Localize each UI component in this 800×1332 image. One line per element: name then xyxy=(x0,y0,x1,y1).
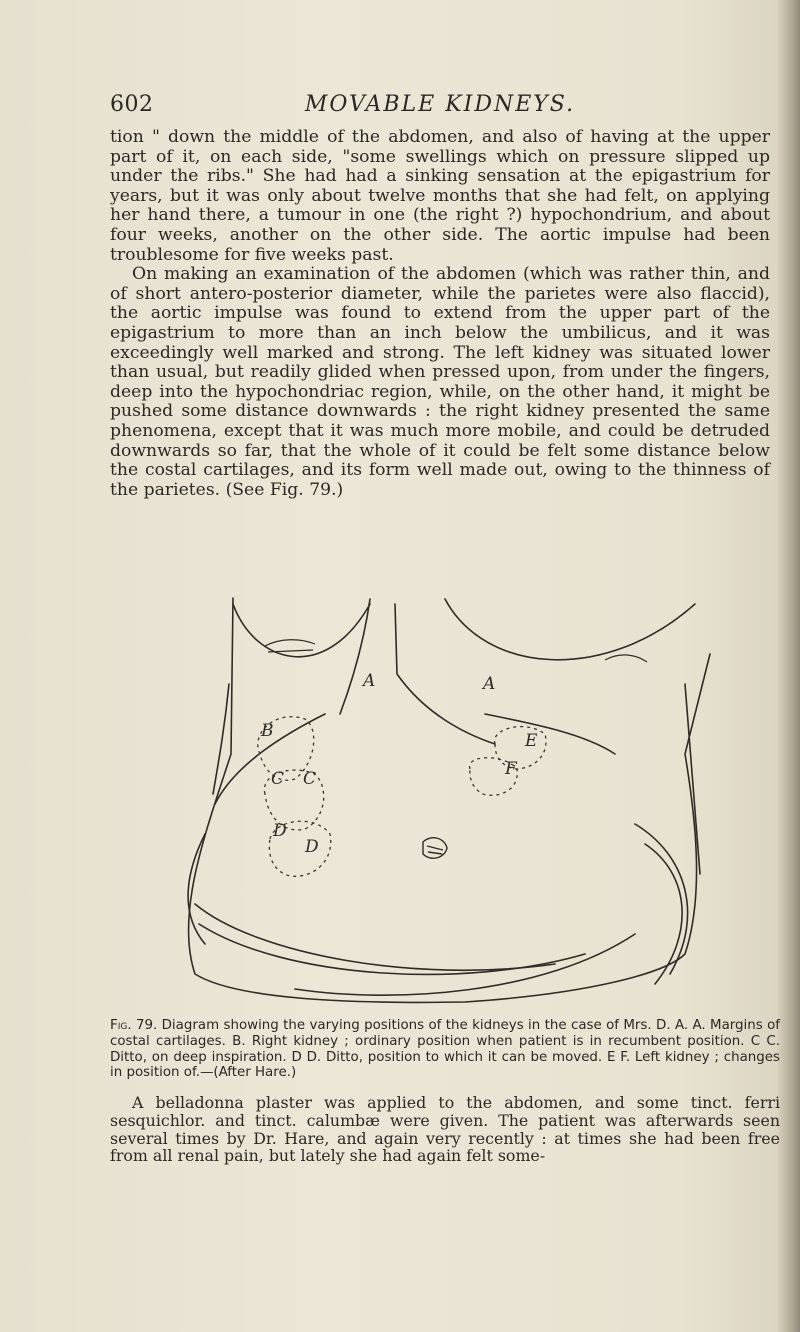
figure-caption xyxy=(110,1018,780,1081)
label-a-right: A xyxy=(483,674,496,694)
label-c-left: C xyxy=(271,769,285,789)
left-hip-curve xyxy=(188,834,205,944)
kidney-diagram xyxy=(165,594,725,1014)
paragraph-1: tion " down the middle of the abdomen, and also of having at the upper part of it, on each side, "some swellings which on pressure slipped up under the ribs." She had had a sinking sensation at the epigastrium for years, but it was only about twelve months that she had felt, on applying her hand there, a tumour in one (the right ?) hypochondrium, and about four weeks, another on the other side. The aortic impulse had been troublesome for five weeks past. xyxy=(110,127,770,265)
label-a-left: A xyxy=(363,671,376,691)
running-head: MOVABLE KIDNEYS. xyxy=(304,92,576,117)
label-b: B xyxy=(261,721,274,741)
left-flank-line xyxy=(213,684,229,794)
umbilicus-icon xyxy=(423,838,447,859)
right-flank-line xyxy=(685,684,700,874)
costal-margin-left-inner xyxy=(340,599,370,714)
right-hip-curve xyxy=(635,824,688,974)
label-d-right: D xyxy=(305,837,319,857)
caption-text: Diagram showing the varying positions of the kidneys in the case of Mrs. D. A. A. Margins of costal cartilages. B. Right kidney ; ordinary position when patient is in recumbent position. C C. Ditto, on deep inspiration. D D. Ditto, position to which it can be moved. E F. Left kidney ; changes in position of.—(After Hare.) xyxy=(110,1018,781,1081)
lower-abdomen-curve-1 xyxy=(195,904,555,970)
label-c-right: C xyxy=(303,769,317,789)
rib-sketch-right xyxy=(605,655,647,662)
costal-margin-left xyxy=(233,604,370,657)
page-header xyxy=(110,92,770,122)
figure-79-diagram xyxy=(165,594,725,1014)
paragraph-3: A belladonna plaster was applied to the abdomen, and some tinct. ferri sesquichlor. and tinct. calumbæ were given. The patient was afterwards seen several times by Dr. Hare, and again very recently : at times she had been free from all renal pain, but lately she had again felt some- xyxy=(110,1093,780,1166)
paragraph-2: On making an examination of the abdomen (which was rather thin, and of short antero-posterior diameter, while the parietes were also flaccid), the aortic impulse was found to extend from the upper part of the epigastrium to more than an inch below the umbilicus, and it was exceedingly well marked and strong. The left kidney was situated lower than usual, but readily glided when pressed upon, from under the fingers, deep into the hypochondriac region, while, on the other hand, it might be pushed some distance downwards : the right kidney presented the same phenomena, except that it was much more mobile, and could be detruded downwards so far, that the whole of it could be felt some distance below the costal cartilages, and its form well made out, owing to the thinness of the parietes. (See Fig. 79.) xyxy=(110,264,770,500)
costal-margin-right-inner xyxy=(395,604,495,744)
right-inner-curve xyxy=(485,714,615,754)
lower-abdomen-curve-3 xyxy=(295,934,635,995)
label-d-left: D xyxy=(273,821,287,841)
continuation-text xyxy=(110,1094,780,1165)
body-text xyxy=(110,128,770,500)
costal-margin-right xyxy=(445,599,695,660)
label-f: F xyxy=(505,759,517,779)
label-e: E xyxy=(525,731,538,751)
left-kidney-outline-e xyxy=(495,727,546,769)
figure-label: Fig. 79. xyxy=(110,1018,158,1033)
book-spine-shadow xyxy=(778,0,800,1332)
page-number: 602 xyxy=(110,92,154,117)
